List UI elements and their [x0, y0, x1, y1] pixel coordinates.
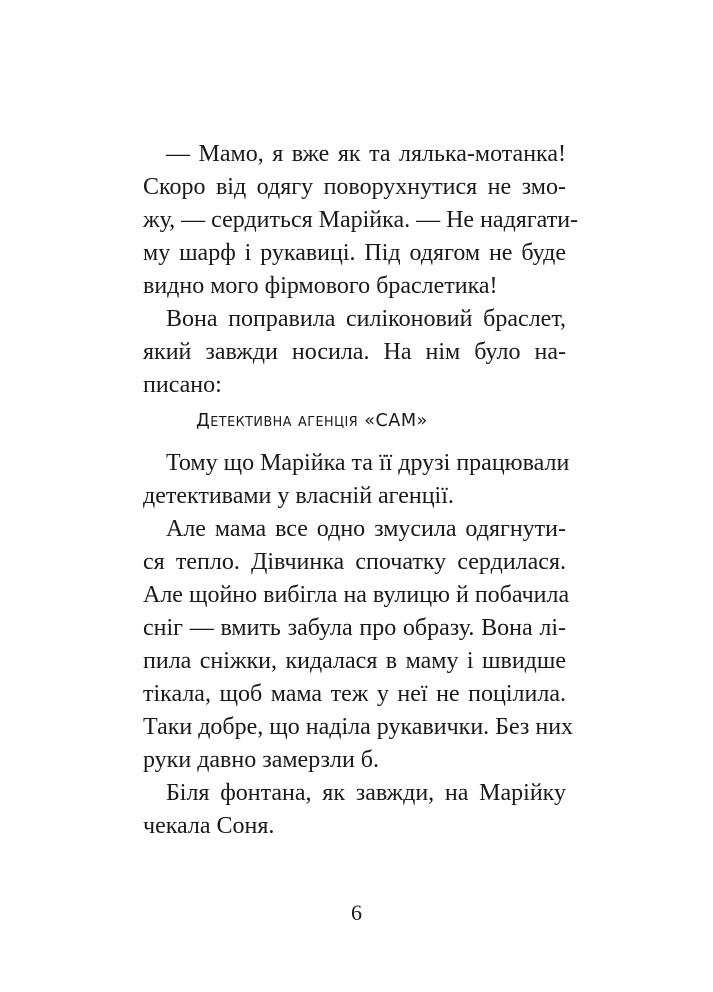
text-line: Таки добре, що наділа рукавички. Без них: [143, 714, 574, 740]
text-line: му шарф і рукавиці. Під одягом не буде: [143, 240, 566, 266]
text-line: Вона поправила силіконовий браслет,: [166, 306, 566, 332]
text-line: який завжди носила. На нім було на-: [143, 339, 566, 365]
text-line: тікала, щоб мама теж у неї не поцілила.: [143, 681, 566, 707]
text-line: чекала Соня.: [143, 813, 275, 839]
text-line: писано:: [143, 372, 222, 398]
bracelet-inscription: Детективна агенція «САМ»: [196, 410, 428, 431]
text-line: Скоро від одягу поворухнутися не змо-: [143, 174, 566, 200]
text-line: детективами у власній агенції.: [143, 483, 454, 509]
text-line: — Мамо, я вже як та лялька-мотанка!: [166, 141, 566, 167]
text-line: Але щойно вибігла на вулицю й побачила: [143, 582, 570, 608]
text-line: видно мого фірмового браслетика!: [143, 273, 498, 299]
text-line: сніг — вмить забула про образу. Вона лі-: [143, 615, 566, 641]
text-line: ся тепло. Дівчинка спочатку сердилася.: [143, 549, 566, 575]
text-line: Але мама все одно змусила одягнути-: [166, 516, 566, 542]
text-line: жу, — сердиться Марійка. — Не надягати-: [143, 207, 579, 233]
page-number: 6: [351, 900, 362, 925]
text-line: пила сніжки, кидалася в маму і швидше: [143, 648, 566, 674]
text-line: руки давно замерзли б.: [143, 747, 380, 773]
text-line: Біля фонтана, як завжди, на Марійку: [166, 780, 566, 806]
text-line: Тому що Марійка та її друзі працювали: [166, 450, 570, 476]
